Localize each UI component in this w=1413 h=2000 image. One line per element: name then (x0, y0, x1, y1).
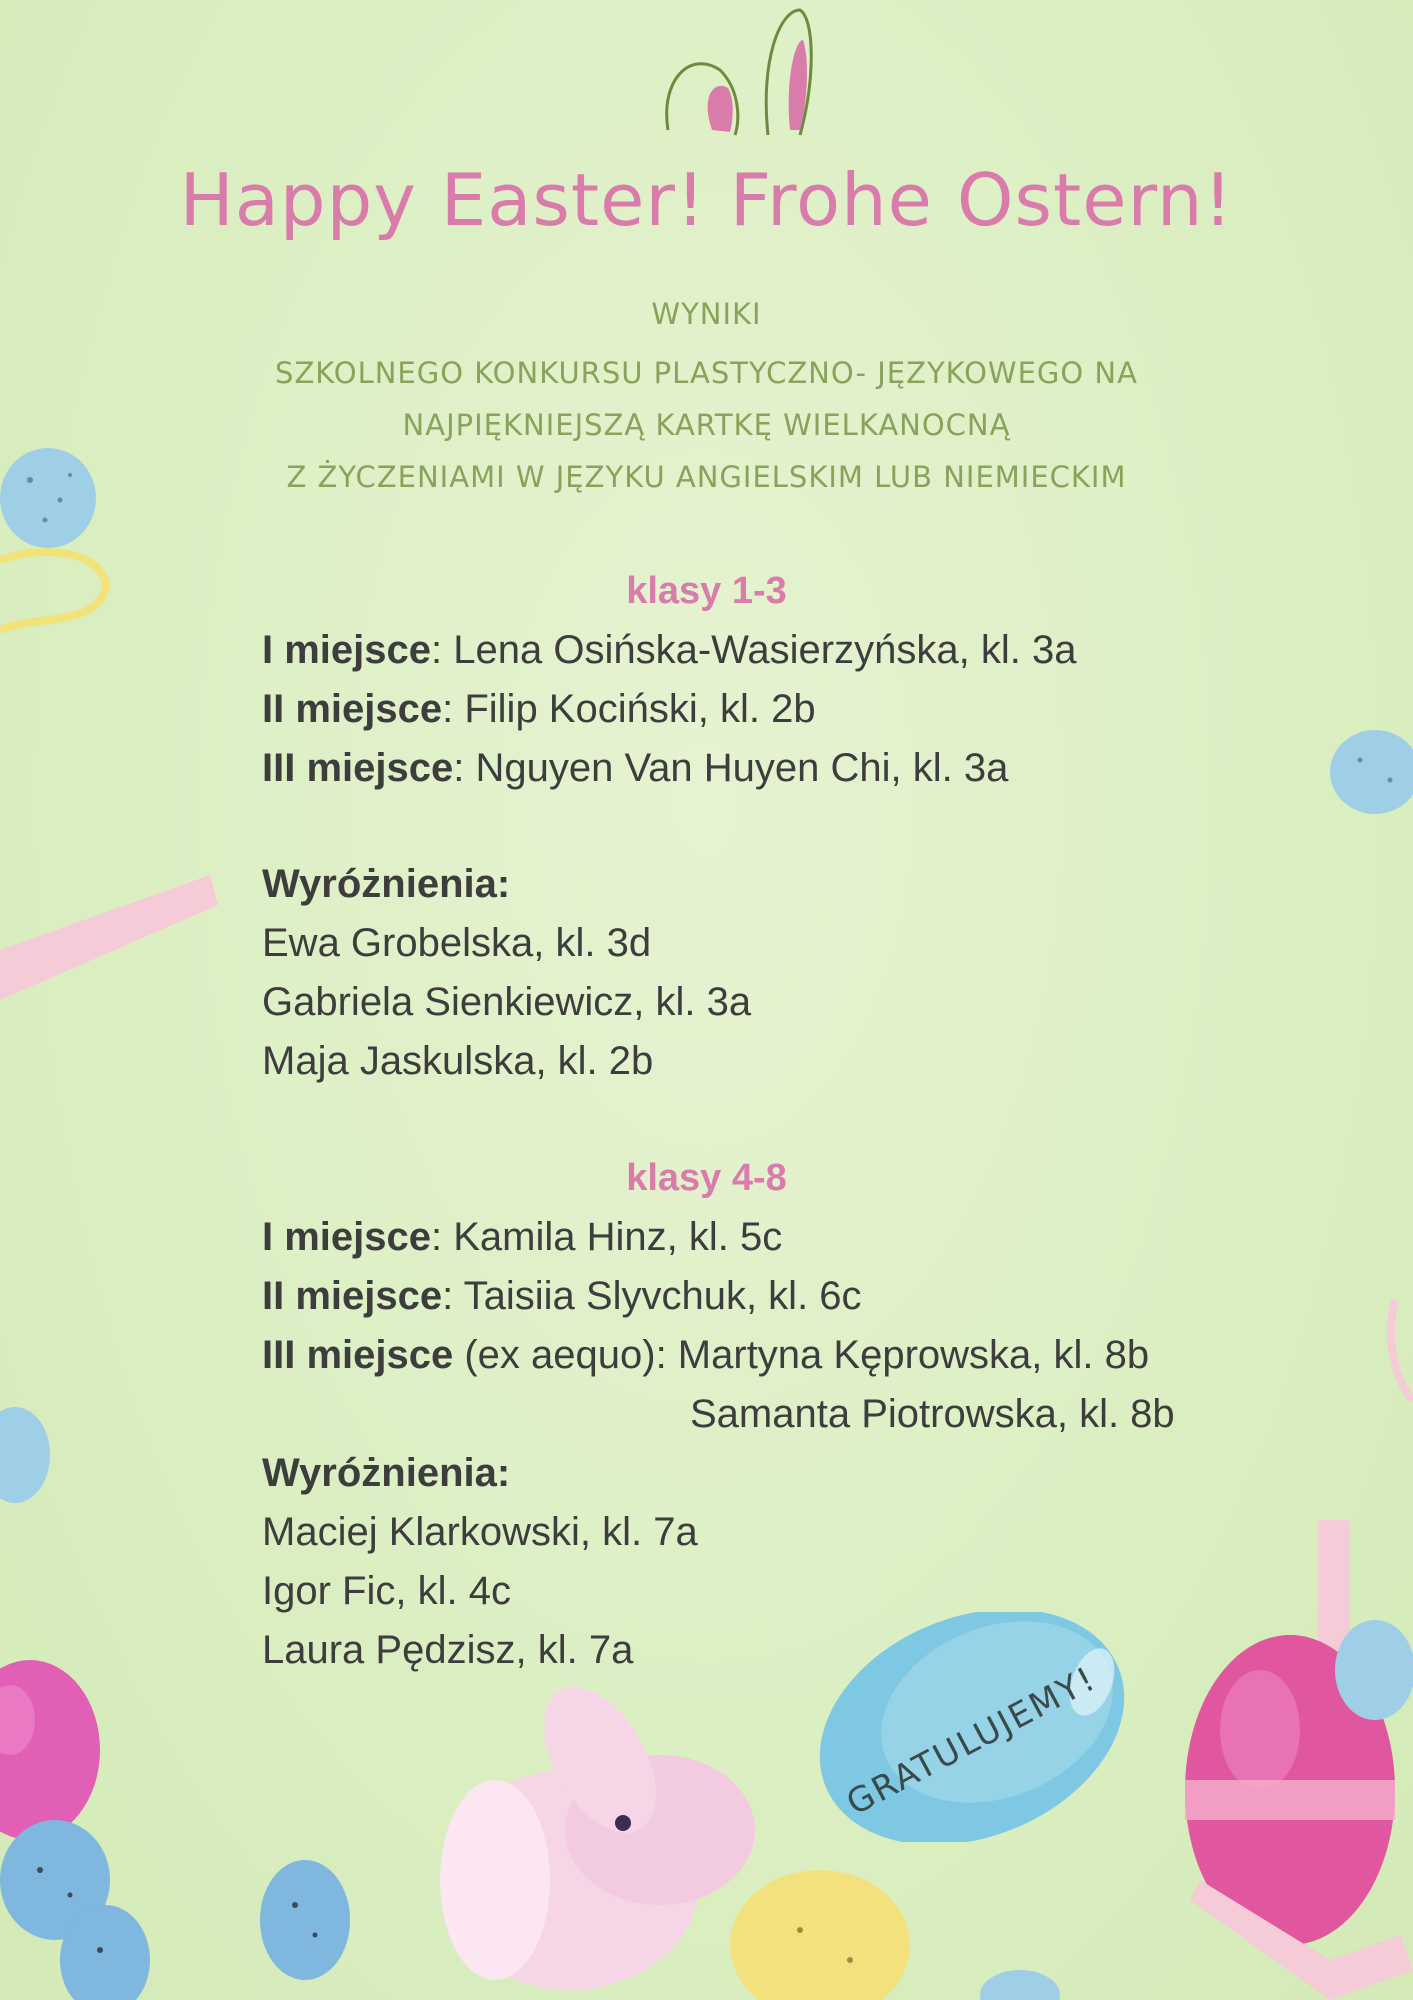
place-value: : Filip Kociński, kl. 2b (442, 687, 816, 731)
group1-place2 (262, 687, 816, 732)
place-label: III miejsce (262, 746, 454, 790)
list-item: Maciej Klarkowski, kl. 7a (262, 1510, 698, 1554)
congrats-egg (812, 1612, 1132, 1842)
place-label: III miejsce (262, 1333, 454, 1377)
yellow-egg-icon (730, 1870, 910, 2000)
group1-place1 (262, 628, 1076, 673)
list-item: Igor Fic, kl. 4c (262, 1569, 511, 1613)
pink-ribbon-icon (0, 875, 218, 1000)
place-label: II miejsce (262, 687, 443, 731)
pink-egg-icon (1185, 1520, 1413, 2000)
group2-place2 (262, 1274, 862, 1319)
blue-egg-icon (0, 1820, 150, 2000)
group2-place3-extra: Samanta Piotrowska, kl. 8b (690, 1392, 1175, 1436)
subtitle-line-2: SZKOLNEGO KONKURSU PLASTYCZNO- JĘZYKOWEGO NA (275, 356, 1138, 390)
group2-heading: klasy 4-8 (626, 1157, 787, 1199)
place-value: : Kamila Hinz, kl. 5c (431, 1215, 783, 1259)
list-item: Gabriela Sienkiewicz, kl. 3a (262, 980, 752, 1024)
place-value: : Taisiia Slyvchuk, kl. 6c (442, 1274, 862, 1318)
pink-egg-icon (0, 1660, 100, 1840)
subtitle-line-4: Z ŻYCZENIAMI W JĘZYKU ANGIELSKIM LUB NIEMIECKIM (286, 460, 1127, 494)
blue-egg-icon (0, 1407, 50, 1503)
place-value: (ex aequo): Martyna Kęprowska, kl. 8b (453, 1333, 1150, 1377)
group1-honors-label: Wyróżnienia: (262, 862, 511, 906)
congrats-text: GRATULUJEMY! (840, 1658, 1103, 1824)
list-item: Ewa Grobelska, kl. 3d (262, 921, 652, 965)
place-label: I miejsce (262, 1215, 432, 1259)
place-label: I miejsce (262, 628, 432, 672)
bunny-figure-icon (440, 1668, 755, 1990)
blue-egg-icon (1335, 1620, 1413, 1720)
group2-place3 (262, 1333, 1149, 1378)
list-item: Laura Pędzisz, kl. 7a (262, 1628, 634, 1672)
list-item: Maja Jaskulska, kl. 2b (262, 1039, 654, 1083)
place-value: : Nguyen Van Huyen Chi, kl. 3a (453, 746, 1009, 790)
group1-heading: klasy 1-3 (626, 570, 787, 612)
subtitle-line-3: NAJPIĘKNIEJSZĄ KARTKĘ WIELKANOCNĄ (402, 408, 1011, 442)
group2-place1 (262, 1215, 782, 1260)
subtitle-line-1: WYNIKI (651, 297, 762, 331)
group1-place3 (262, 746, 1008, 791)
place-label: II miejsce (262, 1274, 443, 1318)
blue-egg-icon (260, 1860, 350, 1980)
pink-ribbon-icon (1391, 1300, 1413, 1400)
place-value: : Lena Osińska-Wasierzyńska, kl. 3a (431, 628, 1077, 672)
blue-egg-icon (1330, 730, 1413, 814)
page-title: Happy Easter! Frohe Ostern! (179, 158, 1234, 242)
group2-honors-label: Wyróżnienia: (262, 1451, 511, 1495)
